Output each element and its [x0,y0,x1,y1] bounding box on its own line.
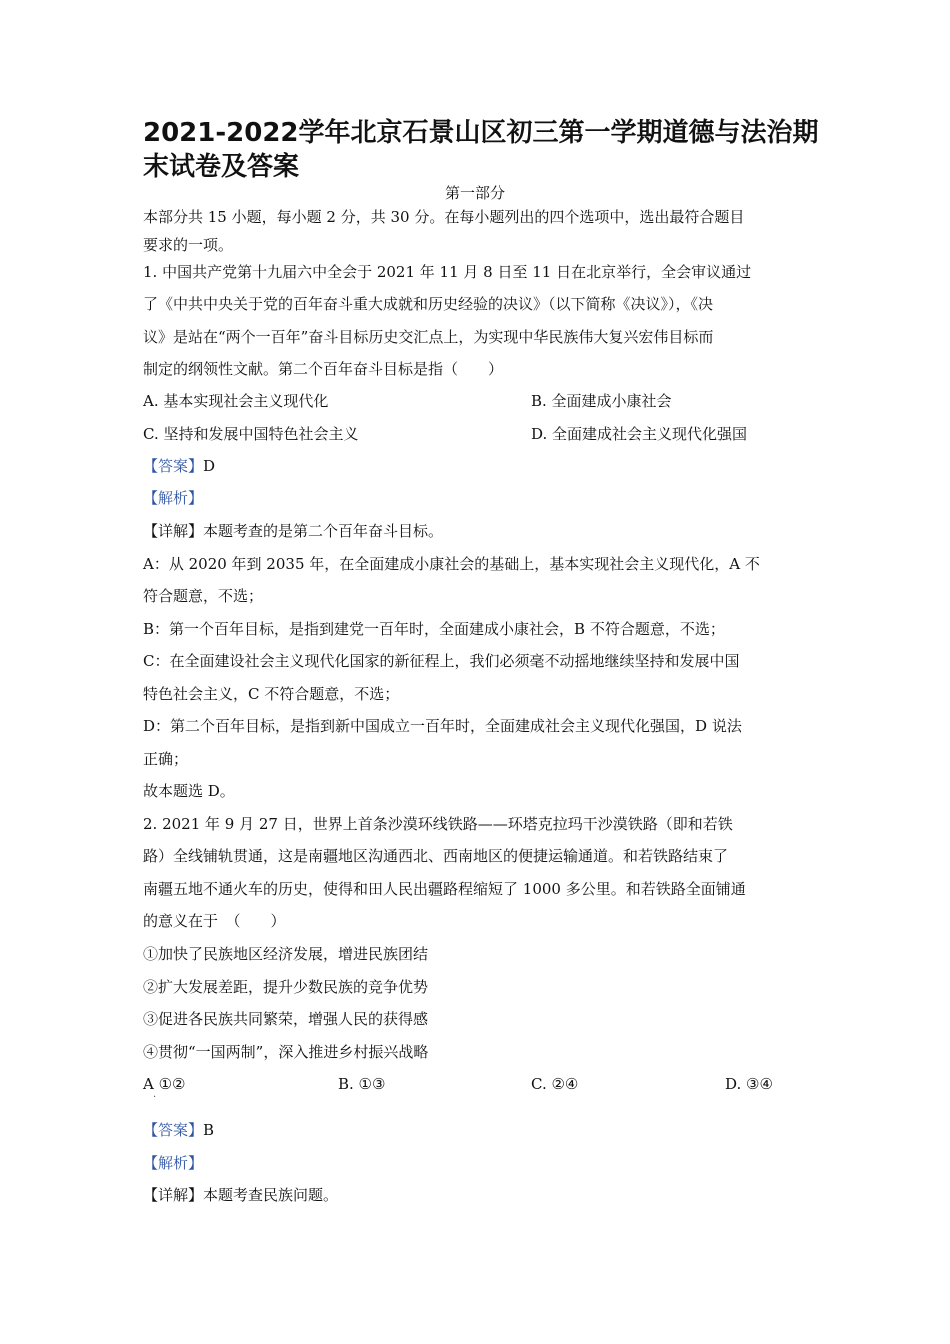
answer-value: B [203,1121,215,1139]
q2-item: ④贯彻“一国两制”，深入推进乡村振兴战略 [143,1043,429,1061]
q1-stem-line: 了《中共中央关于党的百年奋斗重大成就和历史经验的决议》（以下简称《决议》），《决 [143,295,714,313]
q2-option-a: A ①② [143,1075,186,1093]
q1-detail-line: 特色社会主义，C 不符合题意，不选； [143,685,400,703]
answer-tag: 【答案】 [143,457,204,475]
intro-line: 本部分共 15 小题，每小题 2 分，共 30 分。在每小题列出的四个选项中，选出最符合题目 [143,208,745,226]
q1-option-b: B. 全面建成小康社会 [531,392,672,410]
intro-line: 要求的一项。 [143,236,234,254]
q2-option-d: D. ③④ [725,1075,773,1093]
q1-stem-line: 1. 中国共产党第十九届六中全会于 2021 年 11 月 8 日至 11 日在北京举行，全会审议通过 [143,263,752,281]
q2-stem-line: 2. 2021 年 9 月 27 日，世界上首条沙漠环线铁路——环塔克拉玛干沙漠铁路（即和若铁 [143,815,733,833]
q2-item: ②扩大发展差距，提升少数民族的竞争优势 [143,978,429,996]
q2-stem-line: 路）全线铺轨贯通，这是南疆地区沟通西北、西南地区的便捷运输通道。和若铁路结束了 [143,847,729,865]
q1-analysis-tag: 【解析】 [143,489,204,507]
q1-stem-line: 议》是站在“两个一百年”奋斗目标历史交汇点上，为实现中华民族伟大复兴宏伟目标而 [143,328,714,346]
q2-item: ①加快了民族地区经济发展，增进民族团结 [143,945,429,963]
answer-value: D [203,457,216,475]
q1-detail-line: 正确； [143,750,189,768]
q2-option-c: C. ②④ [531,1075,579,1093]
q2-detail-line: 【详解】本题考查民族问题。 [143,1186,339,1204]
section-heading: 第一部分 [444,184,505,202]
q1-detail-line: D：第二个百年目标，是指到新中国成立一百年时，全面建成社会主义现代化强国，D 说法 [143,717,742,735]
q1-option-d: D. 全面建成社会主义现代化强国 [531,425,748,443]
q1-detail-line: 故本题选 D。 [143,782,235,800]
answer-tag: 【答案】 [143,1121,204,1139]
q1-answer [143,456,215,476]
q1-detail-line: B：第一个百年目标，是指到建党一百年时，全面建成小康社会，B 不符合题意，不选； [143,620,725,638]
q2-item: ③促进各民族共同繁荣，增强人民的获得感 [143,1010,429,1028]
q2-stem-line: 南疆五地不通火车的历史，使得和田人民出疆路程缩短了 1000 多公里。和若铁路全面铺通 [143,880,746,898]
q1-detail-line: 【详解】本题考查的是第二个百年奋斗目标。 [143,522,444,540]
q1-option-c: C. 坚持和发展中国特色社会主义 [143,425,359,443]
q1-option-a: A. 基本实现社会主义现代化 [143,392,329,410]
q1-detail-line: 符合题意，不选； [143,587,264,605]
q1-detail-line: C：在全面建设社会主义现代化国家的新征程上，我们必须毫不动摇地继续坚持和发展中国 [143,652,740,670]
q2-stem-line: 的意义在于 （ ） [143,912,286,930]
stray-dot: · [153,1092,157,1103]
q1-detail-line: A：从 2020 年到 2035 年，在全面建成小康社会的基础上，基本实现社会主义现代化，A 不 [143,555,760,573]
document-title: 2021-2022学年北京石景山区初三第一学期道德与法治期末试卷及答案 [143,118,819,182]
q2-answer [143,1120,214,1140]
q2-analysis-tag: 【解析】 [143,1154,204,1172]
q2-option-b: B. ①③ [338,1075,386,1093]
q1-stem-line: 制定的纲领性文献。第二个百年奋斗目标是指（ ） [143,360,504,378]
